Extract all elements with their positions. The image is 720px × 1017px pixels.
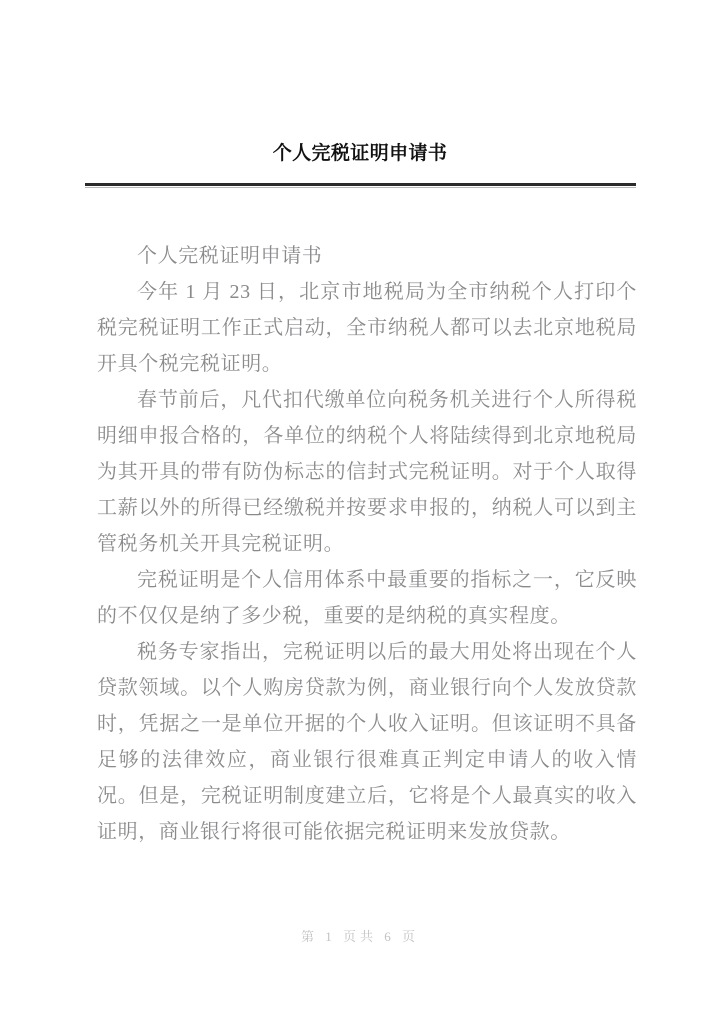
body-paragraph-3: 完税证明是个人信用体系中最重要的指标之一，它反映的不仅仅是纳了多少税，重要的是纳税的真实程度。 — [97, 569, 637, 627]
document-body — [97, 238, 637, 850]
body-paragraph-4: 税务专家指出，完税证明以后的最大用处将出现在个人贷款领域。以个人购房贷款为例，商业银行向个人发放贷款时，凭据之一是单位开据的个人收入证明。但该证明不具备足够的法律效应，商业银行很难真正判定申请人的收入情况。但是，完税证明制度建立后，它将是个人最真实的收入证明，商业银行将很可能依据完税证明来发放贷款。 — [97, 641, 637, 843]
body-paragraph-1: 今年 1 月 23 日，北京市地税局为全市纳税个人打印个税完税证明工作正式启动，全市纳税人都可以去北京地税局开具个税完税证明。 — [97, 281, 637, 375]
body-paragraph-heading: 个人完税证明申请书 — [137, 245, 323, 267]
body-paragraph-2: 春节前后，凡代扣代缴单位向税务机关进行个人所得税明细申报合格的，各单位的纳税个人将陆续得到北京地税局为其开具的带有防伪标志的信封式完税证明。对于个人取得工薪以外的所得已经缴税并按要求申报的，纳税人可以到主管税务机关开具完税证明。 — [97, 389, 637, 555]
page-title: 个人完税证明申请书 — [272, 143, 448, 164]
title-divider — [85, 183, 636, 188]
page-footer: 第 1 页共 6 页 — [300, 929, 419, 944]
divider-thin-line — [85, 187, 636, 188]
